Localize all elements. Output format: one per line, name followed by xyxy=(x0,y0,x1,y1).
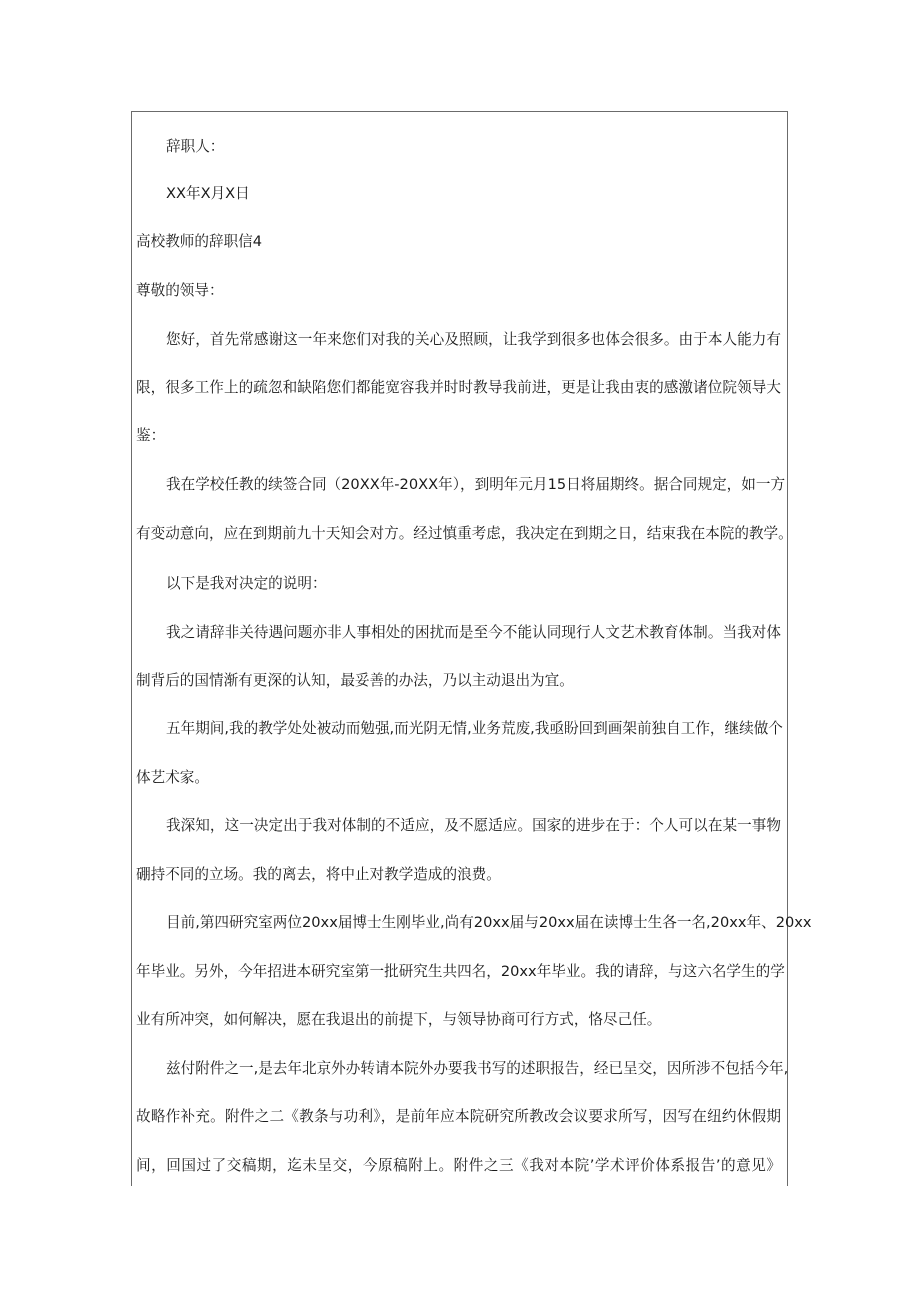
paragraph-line: 年毕业。另外，今年招进本研究室第一批研究生共四名，20xx年毕业。我的请辞，与这六名学生的学 xyxy=(136,963,785,980)
paragraph-line: 有变动意向，应在到期前九十天知会对方。经过慎重考虑，我决定在到期之日，结束我在本院的教学。 xyxy=(136,525,793,542)
paragraph-line: 硼持不同的立场。我的离去，将中止对教学造成的浪费。 xyxy=(136,866,501,883)
paragraph-line: 五年期间,我的教学处处被动而勉强,而光阴无情,业务荒废,我亟盼回到画架前独自工作，继续做个 xyxy=(166,720,783,737)
paragraph-line: 兹付附件之一,是去年北京外办转请本院外办要我书写的述职报告，经已呈交，因所涉不包括今年, xyxy=(166,1060,789,1077)
date-line: XX年X月X日 xyxy=(166,185,250,202)
paragraph-line: 业有所冲突，如何解决，愿在我退出的前提下，与领导协商可行方式，恪尽己任。 xyxy=(136,1011,662,1028)
paragraph-line: 目前,第四研究室两位20xx届博士生刚毕业,尚有20xx届与20xx届在读博士生各一名,20xx年、20xx xyxy=(166,914,812,931)
paragraph-line: 鉴： xyxy=(136,427,166,444)
salutation: 尊敬的领导： xyxy=(136,282,224,299)
paragraph-line: 我深知，这一决定出于我对体制的不适应，及不愿适应。国家的进步在于：个人可以在某一事物 xyxy=(166,817,781,834)
paragraph-line: 以下是我对决定的说明： xyxy=(166,575,327,592)
paragraph-line: 我之请辞非关待遇问题亦非人事相处的困扰而是至今不能认同现行人文艺术教育体制。当我对体 xyxy=(166,624,781,641)
paragraph-line: 我在学校任教的续签合同（20XX年-20XX年），到明年元月15日将届期终。据合同规定，如一方 xyxy=(166,476,786,493)
paragraph-line: 您好，首先常感谢这一年来您们对我的关心及照顾，让我学到很多也体会很多。由于本人能力有 xyxy=(166,331,781,348)
paragraph-line: 制背后的国情渐有更深的认知，最妥善的办法，乃以主动退出为宜。 xyxy=(136,672,574,689)
paragraph-line: 体艺术家。 xyxy=(136,769,209,786)
letter-title: 高校教师的辞职信4 xyxy=(136,233,263,250)
signature-label: 辞职人： xyxy=(166,138,225,155)
paragraph-line: 间，回国过了交稿期，迄未呈交，今原稿附上。附件之三《我对本院’学术评价体系报告’的意见》 xyxy=(136,1157,781,1174)
paragraph-line: 限，很多工作上的疏忽和缺陷您们都能宽容我并时时教导我前进，更是让我由衷的感激诸位院领导大 xyxy=(136,379,781,396)
paragraph-line: 故略作补充。附件之二《教条与功利》，是前年应本院研究所教改会议要求所写，因写在纽约休假期 xyxy=(136,1108,781,1125)
